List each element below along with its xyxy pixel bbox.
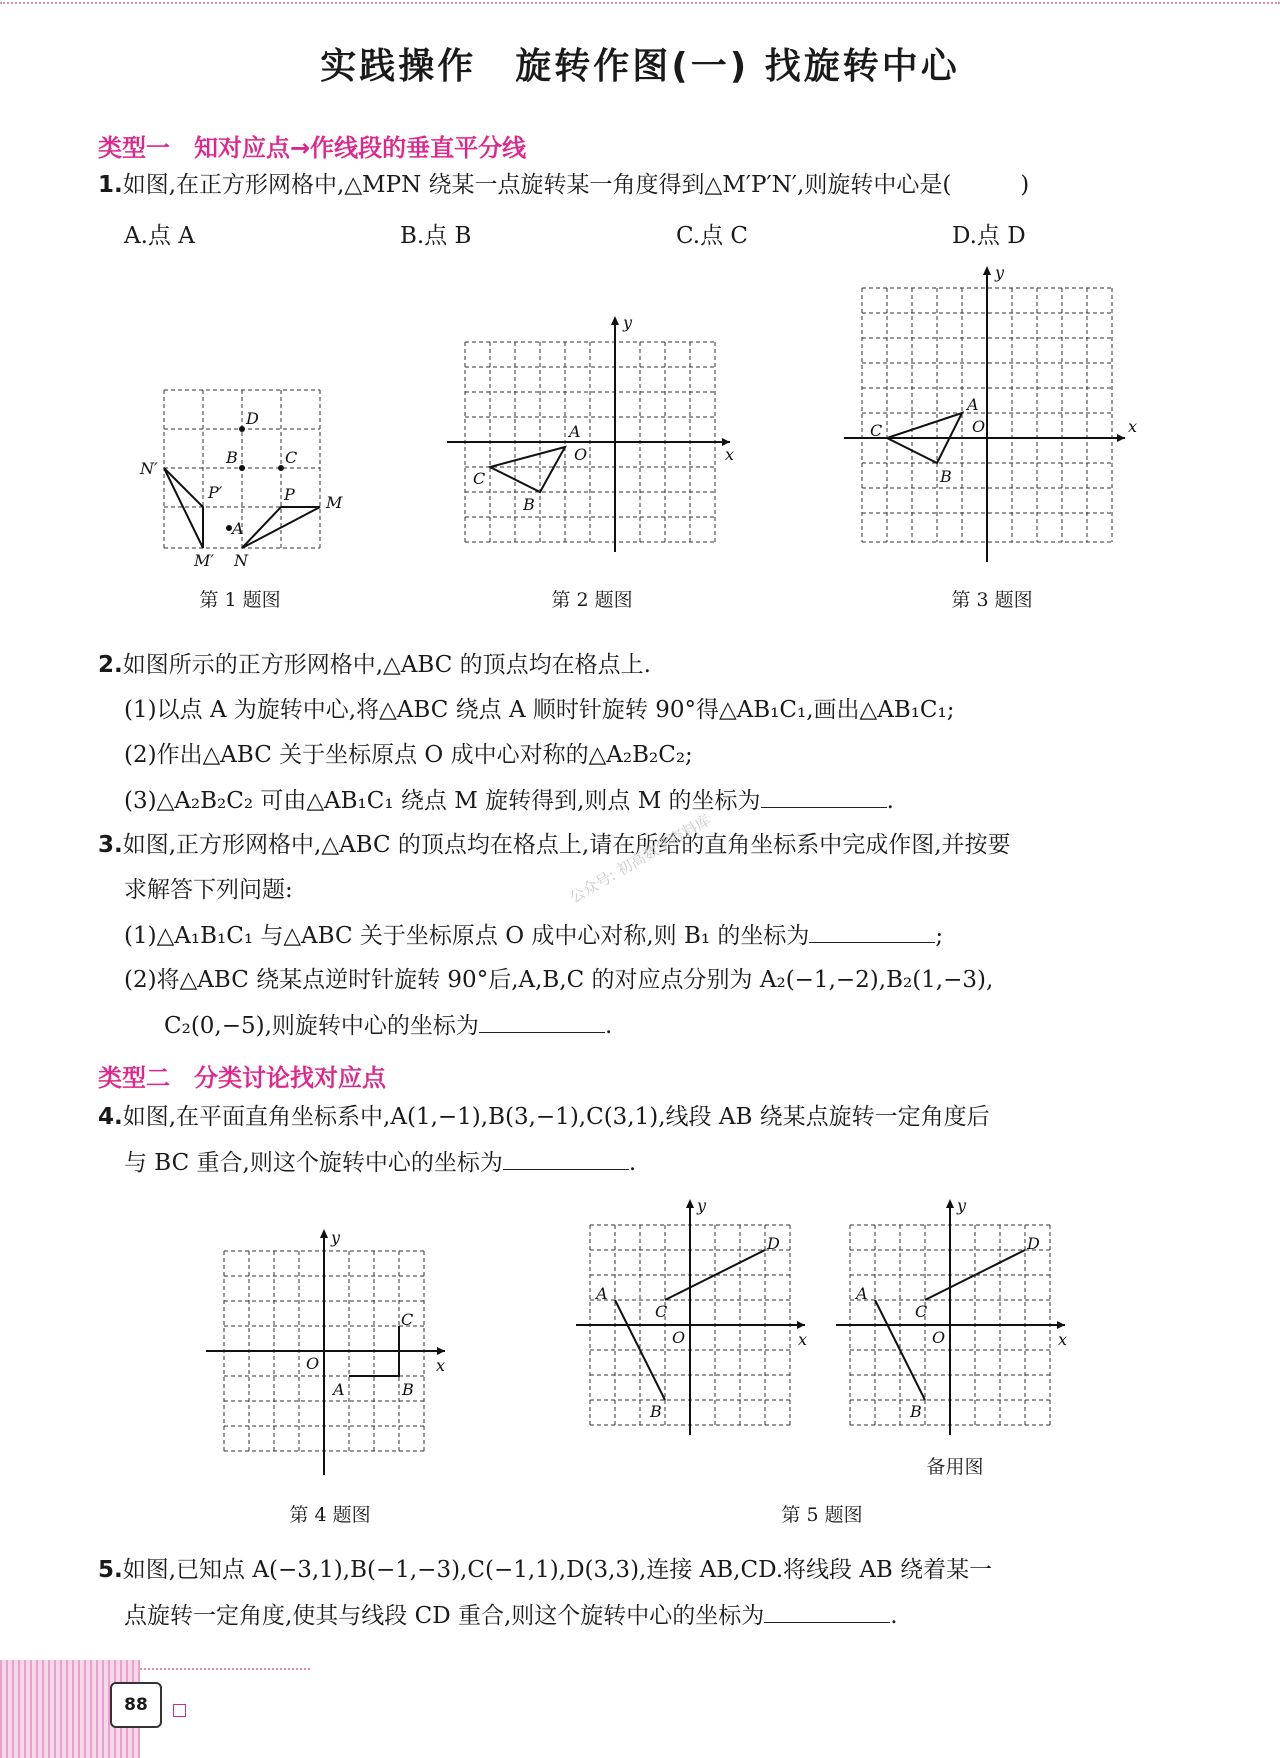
question-3-stem-2: 求解答下列问题: [124, 877, 293, 903]
question-text: 如图,已知点 A(−3,1),B(−1,−3),C(−1,1),D(3,3),连接 AB,CD.将线段 AB 绕着某一 [122, 1557, 993, 1583]
period: . [628, 1150, 637, 1176]
label-a: A [596, 1284, 608, 1303]
part-text: C₂(0,−5),则旋转中心的坐标为 [164, 1013, 479, 1039]
label-a: A [569, 422, 581, 441]
label-c: C [473, 469, 486, 488]
question-4-stem-2 [124, 1147, 636, 1178]
label-c: C [655, 1302, 668, 1321]
figure-2-caption: 第 2 题图 [551, 589, 633, 611]
section-type-2: 类型二 分类讨论找对应点 [98, 1064, 386, 1092]
label-y: y [995, 263, 1005, 282]
period: . [886, 788, 894, 814]
answer-blank[interactable] [809, 920, 935, 943]
watermark: 公众号: 初高数学资料库 [566, 811, 714, 907]
label-x: x [798, 1330, 808, 1349]
period: . [604, 1013, 613, 1039]
question-text: 如图,在平面直角坐标系中,A(1,−1),B(3,−1),C(3,1),线段 AB 绕某点旋转一定角度后 [122, 1104, 990, 1130]
question-3-stem [98, 830, 1011, 860]
label-a: A [333, 1380, 345, 1399]
figure-5-caption: 第 5 题图 [781, 1504, 863, 1526]
question-text: 点旋转一定角度,使其与线段 CD 重合,则这个旋转中心的坐标为 [124, 1603, 765, 1629]
label-d: D [246, 409, 259, 428]
label-n: N [234, 551, 248, 570]
label-c: C [401, 1310, 414, 1329]
choice-a: A.点 A [124, 223, 195, 249]
label-b: B [402, 1380, 414, 1399]
answer-blank[interactable] [479, 1010, 605, 1033]
part-text: (3)△A₂B₂C₂ 可由△AB₁C₁ 绕点 M 旋转得到,则点 M 的坐标为 [124, 788, 761, 814]
label-a: A [856, 1284, 868, 1303]
label-a: A [967, 395, 979, 414]
question-text: 如图,正方形网格中,△ABC 的顶点均在格点上,请在所给的直角坐标系中完成作图,并按要 [122, 832, 1011, 858]
question-stem: 如图,在正方形网格中,△MPN 绕某一点旋转某一角度得到△M′P′N′,则旋转中心是( ) [122, 172, 1030, 198]
label-p-prime: P′ [208, 483, 223, 502]
figure-3-caption: 第 3 题图 [951, 589, 1033, 611]
label-y: y [957, 1196, 967, 1215]
label-x: x [1128, 417, 1138, 436]
question-3-part-2: (2)将△ABC 绕某点逆时针旋转 90°后,A,B,C 的对应点分别为 A₂(−1,−2),B₂(1,−3), [124, 967, 994, 993]
question-2-part-2: (2)作出△ABC 关于坐标原点 O 成中心对称的△A₂B₂C₂; [124, 742, 693, 768]
answer-blank[interactable] [764, 1600, 890, 1623]
question-number: 4. [98, 1104, 123, 1130]
label-b: B [940, 467, 952, 486]
top-dotted-rule [0, 2, 1280, 4]
label-o: O [932, 1328, 946, 1347]
figure-4-caption: 第 4 题图 [289, 1504, 371, 1526]
label-y: y [697, 1196, 707, 1215]
label-x: x [1058, 1330, 1068, 1349]
choice-d: D.点 D [952, 223, 1026, 249]
question-4-stem [98, 1102, 990, 1132]
figure-2 [445, 310, 745, 550]
label-x: x [436, 1356, 446, 1375]
label-m-prime: M′ [194, 551, 215, 570]
footer-dotted-rule [140, 1668, 310, 1670]
label-x: x [725, 445, 735, 464]
label-o: O [672, 1328, 686, 1347]
figure-5-spare [830, 1195, 1080, 1435]
label-n-prime: N′ [140, 459, 158, 478]
question-number: 1. [98, 172, 123, 198]
choice-b: B.点 B [400, 223, 472, 249]
choice-c: C.点 C [676, 223, 748, 249]
label-y: y [331, 1228, 341, 1247]
question-number: 2. [98, 652, 123, 678]
question-text: 与 BC 重合,则这个旋转中心的坐标为 [124, 1150, 503, 1176]
figure-1 [130, 380, 350, 570]
question-number: 5. [98, 1557, 123, 1583]
label-o: O [574, 445, 588, 464]
question-1 [98, 170, 1029, 200]
page-number: 88 [110, 1682, 162, 1728]
section-type-1: 类型一 知对应点→作线段的垂直平分线 [98, 134, 527, 162]
question-2-stem [98, 650, 651, 680]
question-text: 如图所示的正方形网格中,△ABC 的顶点均在格点上. [122, 652, 651, 678]
label-b: B [910, 1402, 922, 1421]
figure-4 [200, 1225, 470, 1480]
question-2-part-3 [124, 785, 894, 816]
answer-blank[interactable] [761, 785, 887, 808]
label-y: y [623, 313, 633, 332]
label-b: B [650, 1402, 662, 1421]
label-b: B [226, 448, 238, 467]
figure-3 [840, 262, 1145, 572]
label-o: O [306, 1354, 320, 1373]
label-m: M [326, 493, 343, 512]
part-text: (1)△A₁B₁C₁ 与△ABC 关于坐标原点 O 成中心对称,则 B₁ 的坐标为 [124, 923, 810, 949]
question-3-part-2-cont [164, 1010, 612, 1041]
label-c: C [915, 1302, 928, 1321]
question-number: 3. [98, 832, 123, 858]
label-a: A [232, 519, 244, 538]
label-p: P [284, 485, 295, 504]
semicolon: ; [935, 923, 944, 949]
page-square-icon [173, 1704, 186, 1717]
label-c: C [870, 421, 883, 440]
label-o: O [972, 417, 986, 436]
question-5-stem-2 [124, 1600, 898, 1631]
question-5-stem [98, 1555, 992, 1585]
figure-5 [570, 1195, 820, 1435]
label-d: D [1027, 1234, 1040, 1253]
label-c: C [285, 448, 298, 467]
figure-5-spare-caption: 备用图 [926, 1456, 984, 1478]
period: . [890, 1603, 898, 1629]
question-2-part-1: (1)以点 A 为旋转中心,将△ABC 绕点 A 顺时针旋转 90°得△AB₁C₁,画出△AB₁C₁; [124, 697, 955, 723]
answer-blank[interactable] [503, 1147, 629, 1170]
label-d: D [767, 1234, 780, 1253]
page-title: 实践操作 旋转作图(一) 找旋转中心 [320, 46, 960, 87]
figure-1-caption: 第 1 题图 [199, 589, 281, 611]
question-3-part-1 [124, 920, 943, 951]
label-b: B [523, 495, 535, 514]
